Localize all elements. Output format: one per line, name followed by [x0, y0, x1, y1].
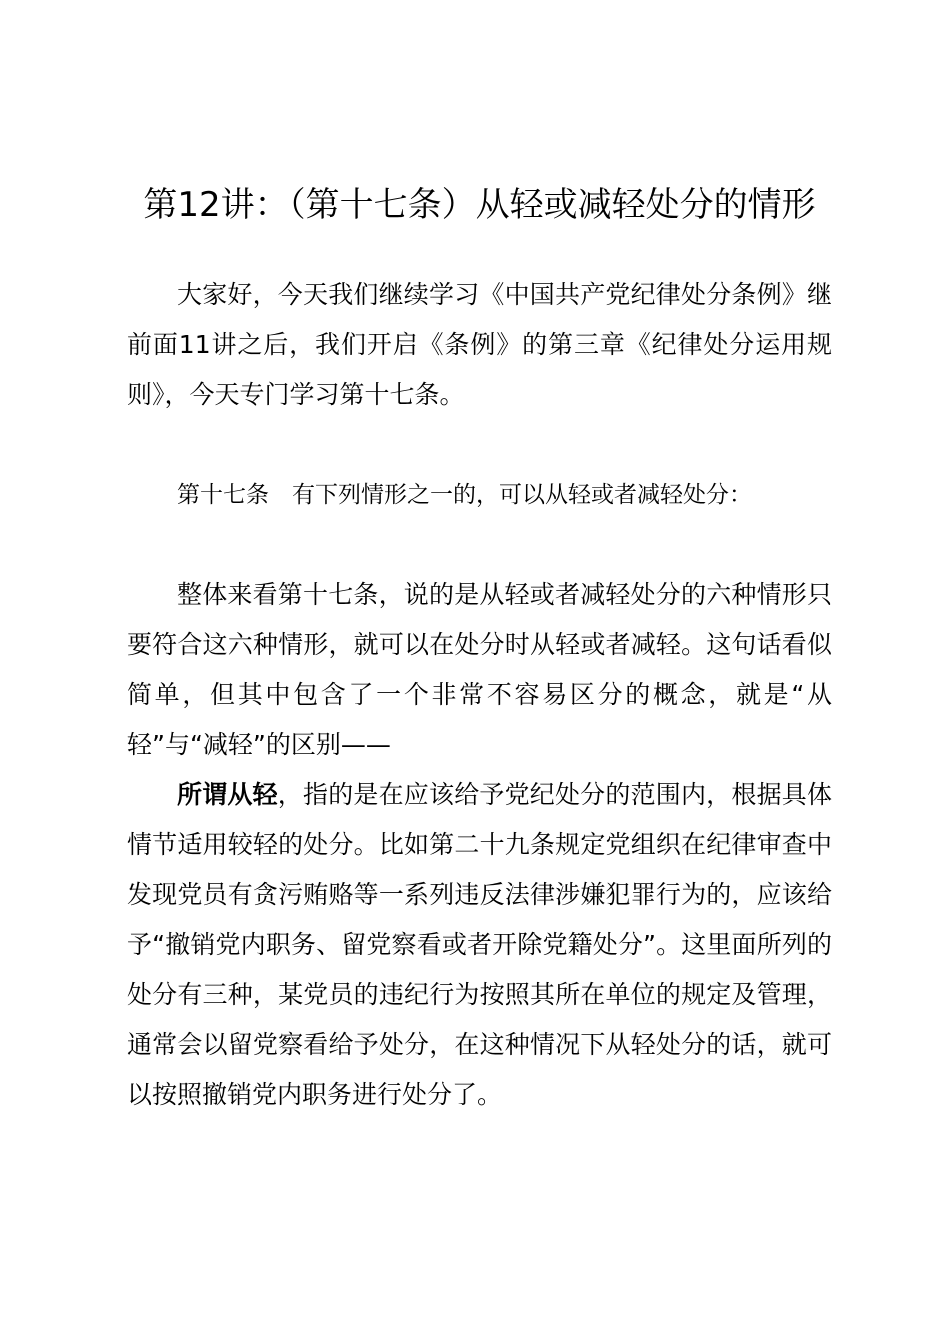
- congqing-paragraph: [127, 770, 832, 1120]
- overview-paragraph: 整体来看第十七条，说的是从轻或者减轻处分的六种情形只要符合这六种情形，就可以在处分时从轻或者减轻。这句话看似简单，但其中包含了一个非常不容易区分的概念，就是“从轻”与“减轻”的区别——: [127, 580, 832, 759]
- document-page: [127, 180, 832, 1120]
- congqing-body: ，指的是在应该给予党纪处分的范围内，根据具体情节适用较轻的处分。比如第二十九条规定党组织在纪律审查中发现党员有贪污贿赂等一系列违反法律涉嫌犯罪行为的，应该给予“撤销党内职务、留党察看或者开除党籍处分”。这里面所列的处分有三种，某党员的违纪行为按照其所在单位的规定及管理，通常会以留党察看给予处分，在这种情况下从轻处分的话，就可以按照撤销党内职务进行处分了。: [127, 780, 832, 1109]
- intro-paragraph: 大家好，今天我们继续学习《中国共产党纪律处分条例》继前面11讲之后，我们开启《条例》的第三章《纪律处分运用规则》，今天专门学习第十七条。: [127, 280, 832, 409]
- congqing-term: 所谓从轻: [177, 780, 278, 809]
- article-paragraph: 第十七条 有下列情形之一的，可以从轻或者减轻处分：: [177, 482, 752, 508]
- document-title: 第12讲：（第十七条）从轻或减轻处分的情形: [143, 185, 816, 225]
